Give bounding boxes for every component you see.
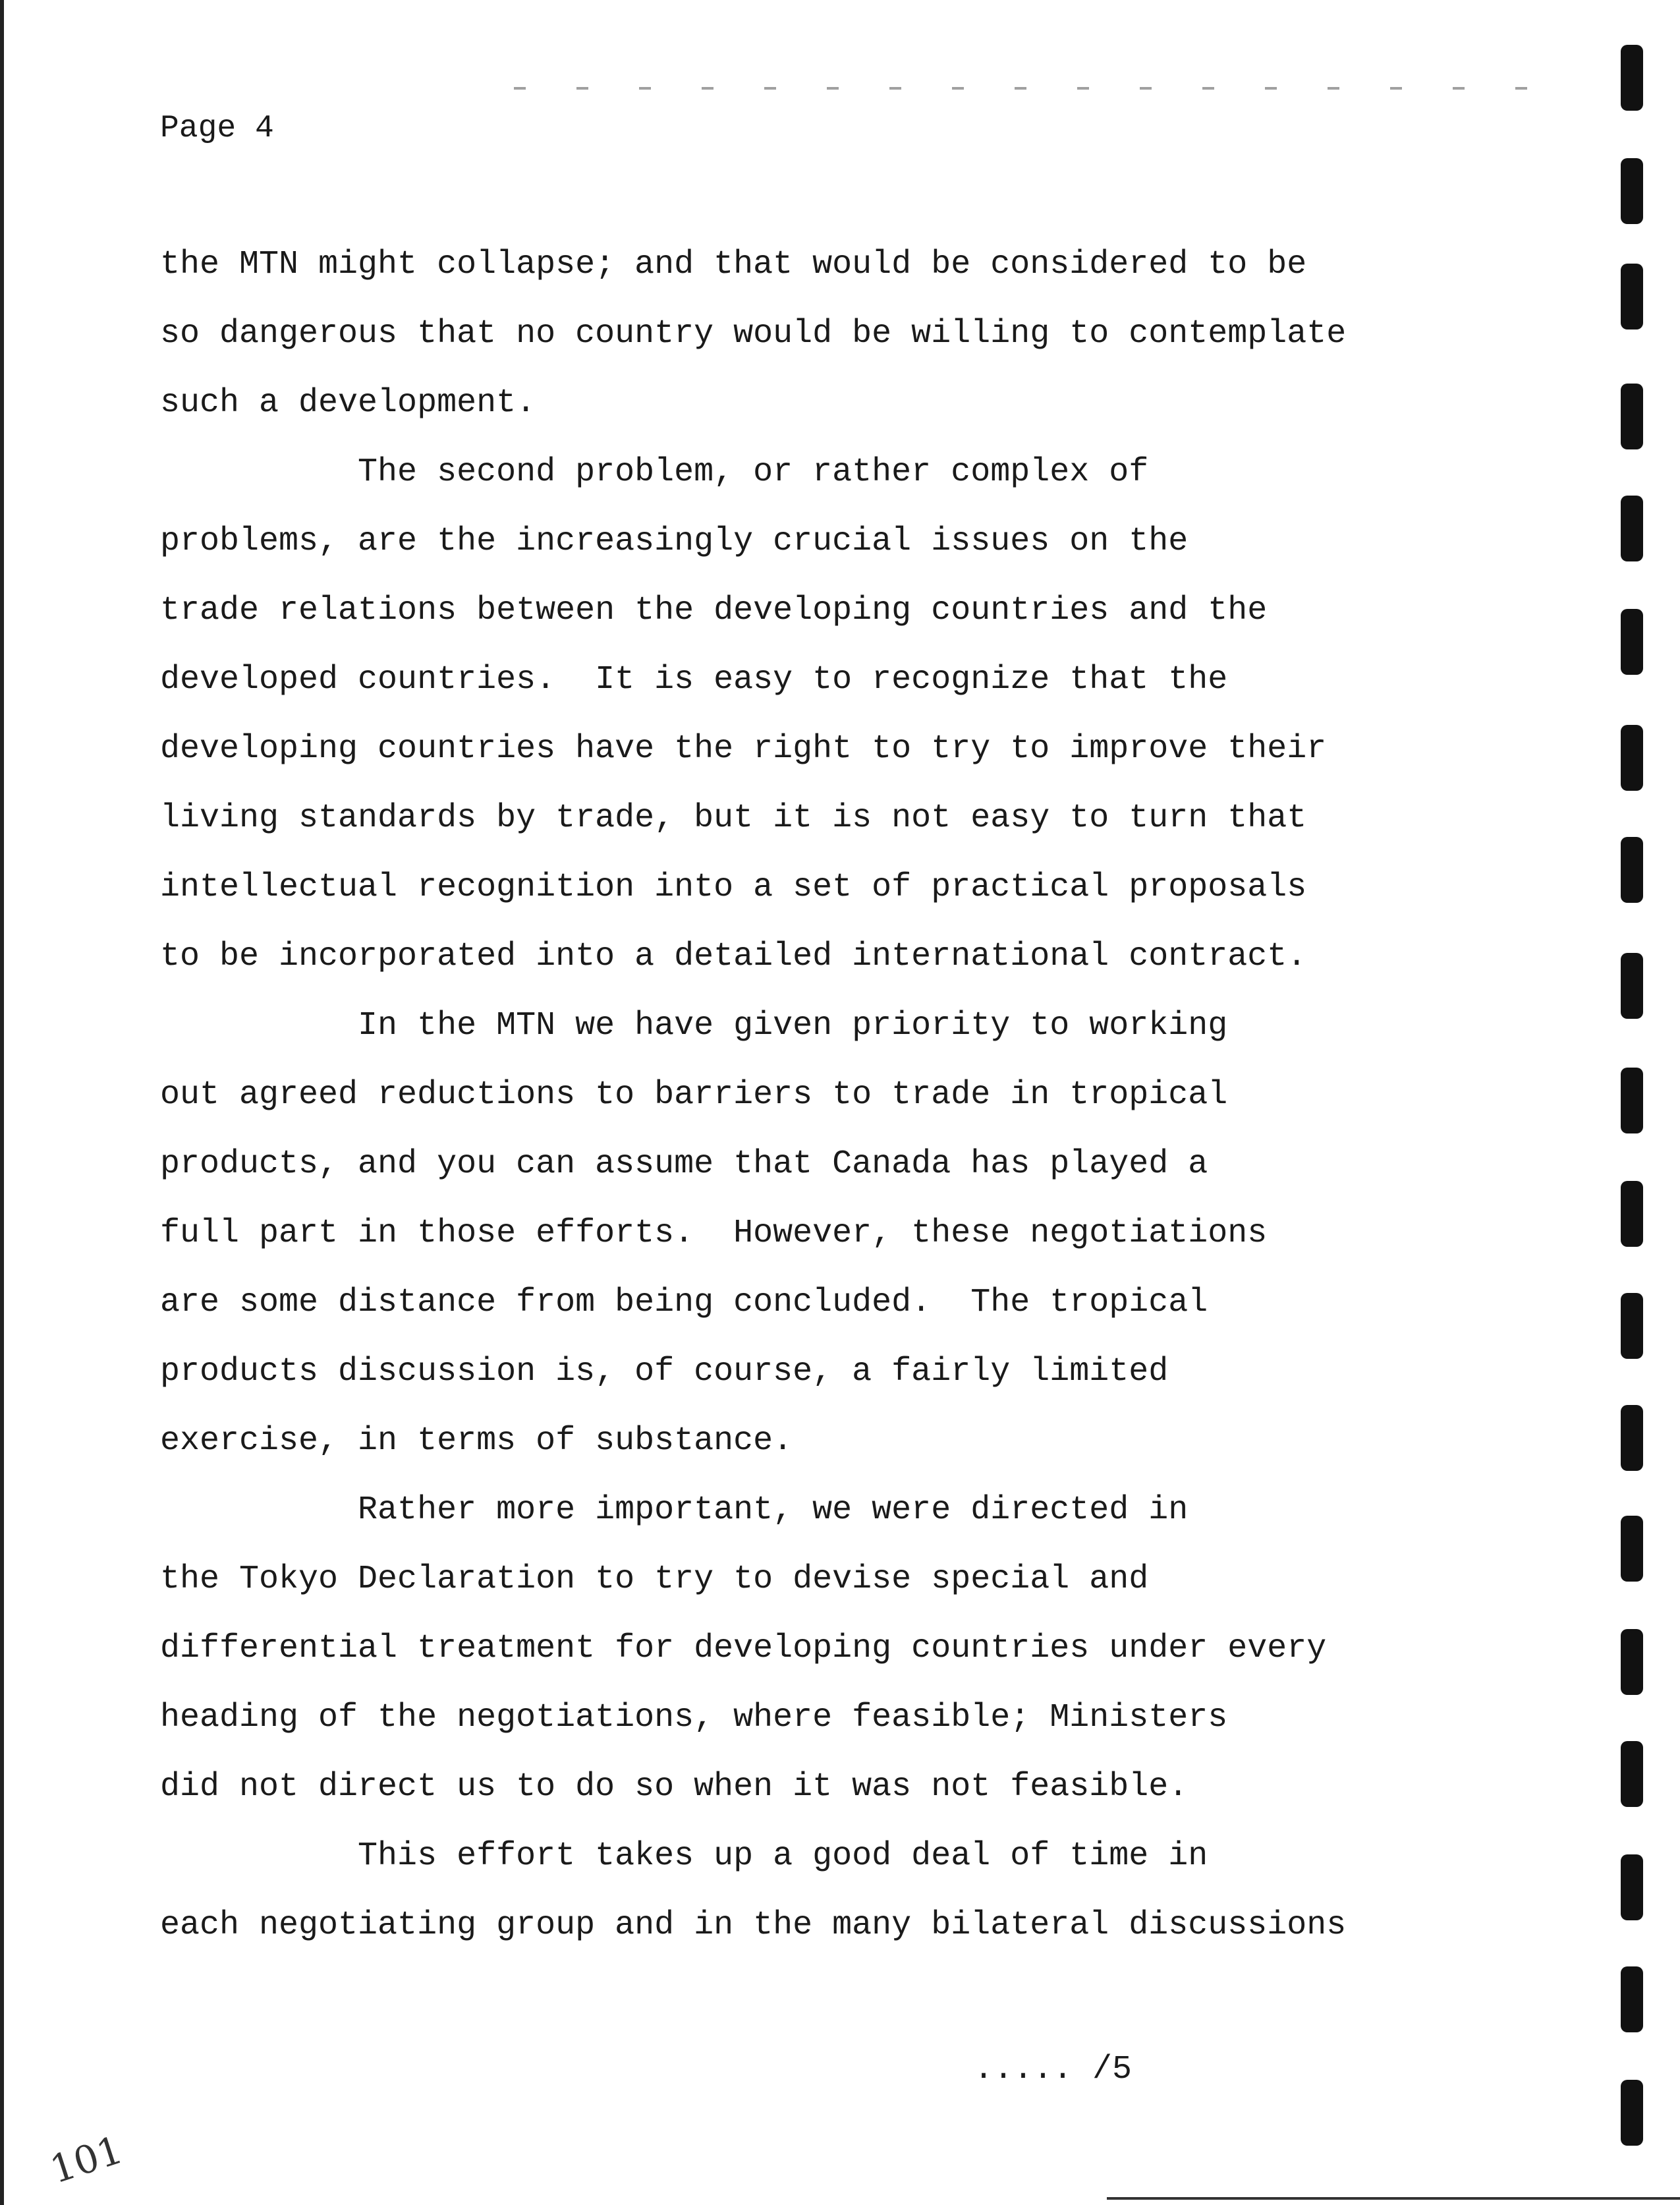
continuation-marker: ..... /5 bbox=[974, 2051, 1133, 2088]
body-line: the MTN might collapse; and that would be considered to be bbox=[160, 246, 1307, 283]
body-line: exercise, in terms of substance. bbox=[160, 1422, 793, 1460]
body-line: the Tokyo Declaration to try to devise special and bbox=[160, 1561, 1149, 1598]
body-line: products, and you can assume that Canada has played a bbox=[160, 1145, 1208, 1183]
handwritten-margin-note: 101 bbox=[45, 2127, 128, 2192]
scan-left-edge bbox=[0, 0, 4, 2205]
body-line: living standards by trade, but it is not easy to turn that bbox=[160, 799, 1307, 837]
scan-top-artifacts bbox=[514, 87, 1542, 90]
body-line: out agreed reductions to barriers to trade in tropical bbox=[160, 1076, 1228, 1114]
body-line: each negotiating group and in the many bilateral discussions bbox=[160, 1906, 1347, 1944]
body-line: so dangerous that no country would be willing to contemplate bbox=[160, 315, 1347, 353]
body-line: developed countries. It is easy to recognize that the bbox=[160, 661, 1228, 699]
body-line: The second problem, or rather complex of bbox=[160, 453, 1149, 491]
body-line: intellectual recognition into a set of practical proposals bbox=[160, 869, 1307, 906]
body-line: This effort takes up a good deal of time in bbox=[160, 1837, 1208, 1875]
body-line: Rather more important, we were directed in bbox=[160, 1491, 1189, 1529]
body-line: In the MTN we have given priority to working bbox=[160, 1007, 1228, 1045]
body-line: trade relations between the developing countries and the bbox=[160, 592, 1268, 629]
body-line: heading of the negotiations, where feasible; Ministers bbox=[160, 1699, 1228, 1736]
body-line: full part in those efforts. However, these negotiations bbox=[160, 1215, 1268, 1252]
page-header: Page 4 bbox=[160, 111, 274, 146]
body-line: are some distance from being concluded. The tropical bbox=[160, 1284, 1208, 1321]
body-line: products discussion is, of course, a fairly limited bbox=[160, 1353, 1169, 1390]
body-line: such a development. bbox=[160, 384, 536, 422]
body-line: differential treatment for developing countries under every bbox=[160, 1630, 1327, 1667]
body-line: problems, are the increasingly crucial issues on the bbox=[160, 523, 1189, 560]
scan-bottom-edge bbox=[1107, 2197, 1680, 2200]
binding-hole-marks bbox=[1615, 0, 1655, 2205]
body-line: did not direct us to do so when it was not feasible. bbox=[160, 1768, 1189, 1806]
body-line: to be incorporated into a detailed international contract. bbox=[160, 938, 1307, 975]
body-line: developing countries have the right to try to improve their bbox=[160, 730, 1327, 768]
